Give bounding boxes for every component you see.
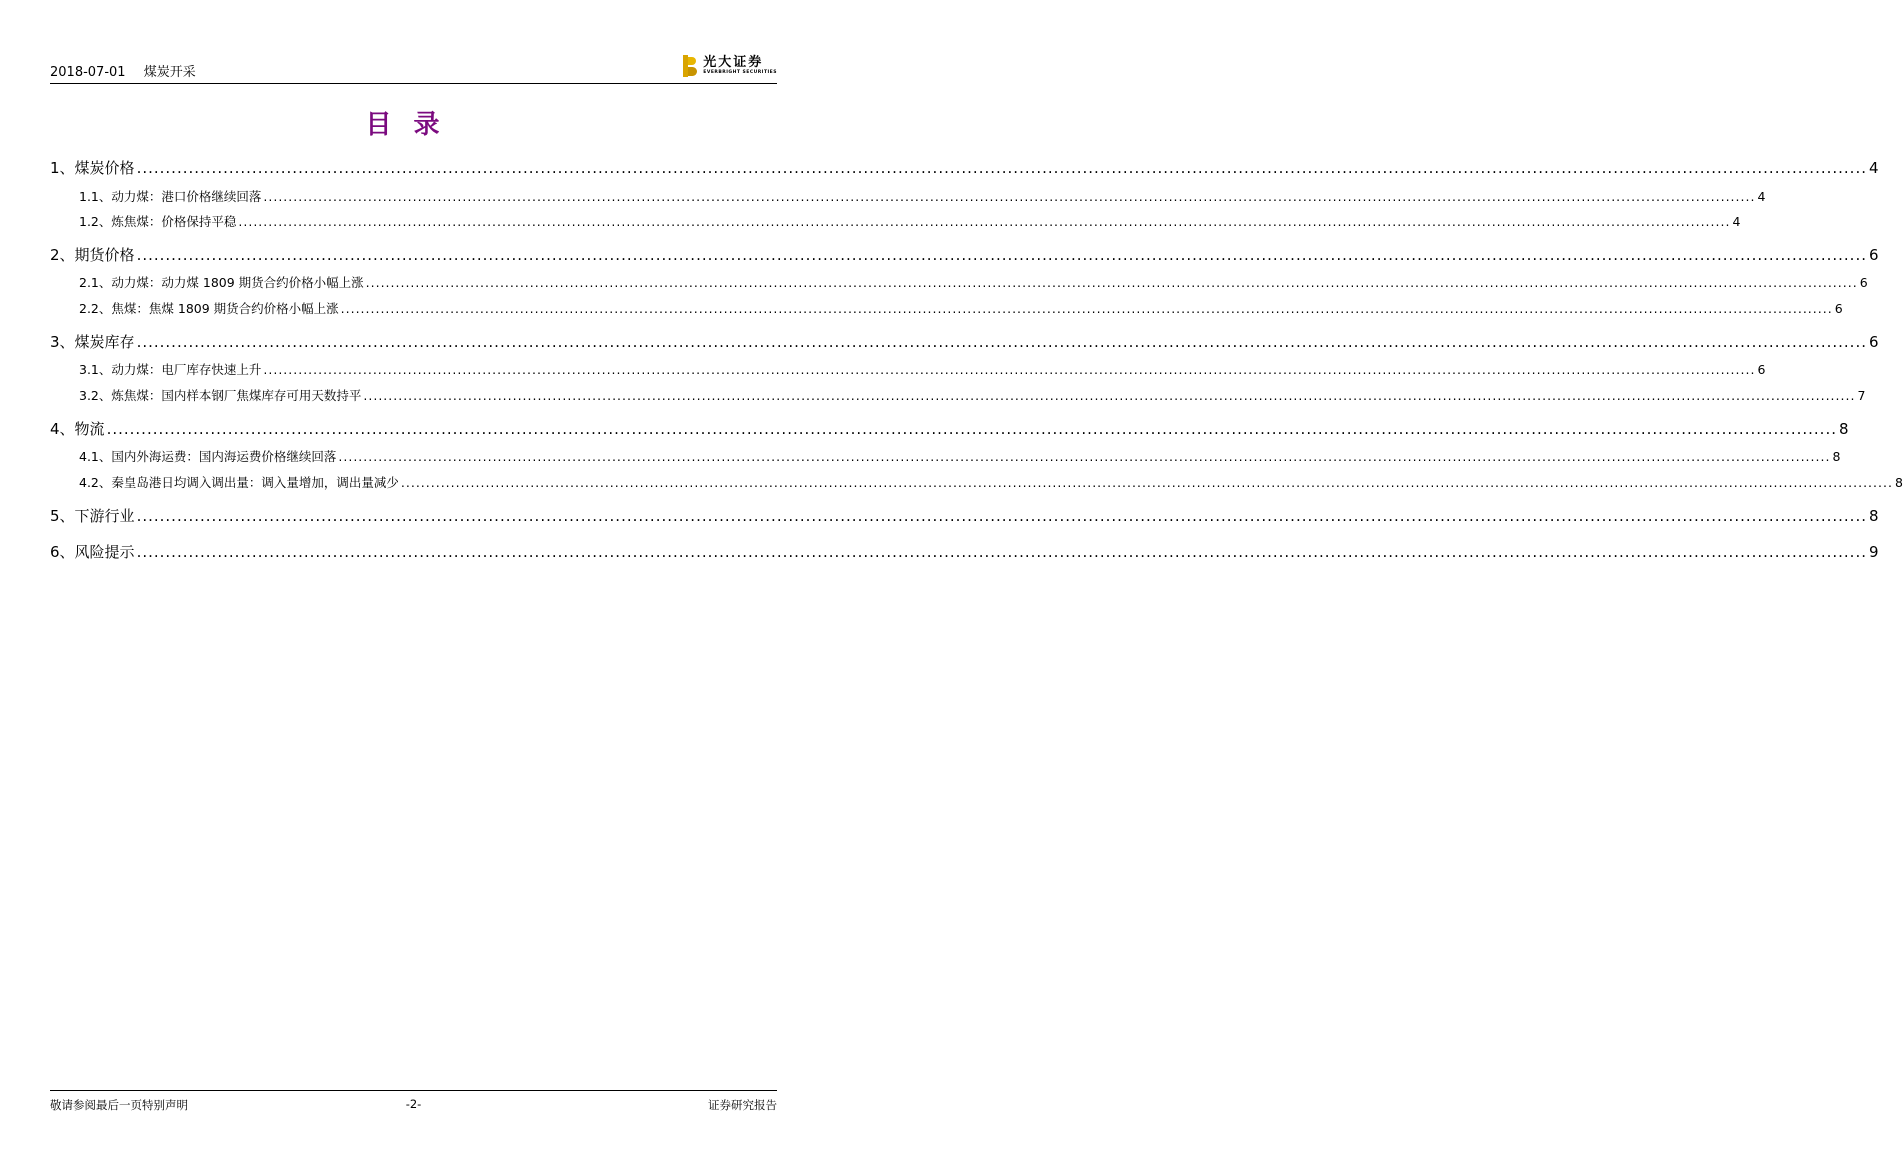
toc-entry[interactable]: [50, 505, 1879, 526]
toc-entry-page: 7: [1857, 388, 1866, 403]
toc-entry-page: 6: [1868, 333, 1879, 351]
toc-entry[interactable]: [50, 244, 1879, 265]
toc-entry-number: 1.2、: [79, 214, 112, 229]
toc-entry-page: 8: [1868, 507, 1879, 525]
toc-entry[interactable]: [50, 418, 1849, 439]
toc-leader-dots: ............................................................................................................................................................................................................................................................................................................: [136, 507, 1867, 525]
toc-entry[interactable]: [50, 386, 1866, 404]
toc-entry[interactable]: [50, 187, 1766, 205]
toc-entry[interactable]: [50, 157, 1879, 178]
toc-entry[interactable]: [50, 273, 1868, 291]
toc-leader-dots: ............................................................................................................................................................................................................................................................................................................: [106, 420, 1837, 438]
footer-divider: [50, 1090, 777, 1091]
toc-entry[interactable]: [50, 447, 1841, 465]
toc-title: 目录: [365, 110, 462, 140]
toc-entry-page: 9: [1868, 543, 1879, 561]
toc-leader-dots: ............................................................................................................................................................................................................................................................................................................: [136, 333, 1867, 351]
toc-leader-dots: ............................................................................................................................................................................................................................................................................................................: [365, 275, 1858, 290]
toc-entry-title: 物流: [74, 420, 105, 438]
logo-mark-icon: [683, 55, 697, 77]
toc-entry-page: 4: [1868, 159, 1879, 177]
report-type: 证券研究报告: [708, 1098, 777, 1112]
toc-entry-page: 6: [1757, 362, 1766, 377]
toc-entry[interactable]: [50, 331, 1879, 352]
toc-entry-title: 国内外海运费：国内海运费价格继续回落: [111, 449, 337, 464]
toc-leader-dots: ............................................................................................................................................................................................................................................................................................................: [263, 362, 1756, 377]
toc-entry-number: 2.2、: [79, 301, 112, 316]
toc-leader-dots: ............................................................................................................................................................................................................................................................................................................: [363, 388, 1856, 403]
toc-entry-number: 3、: [50, 333, 75, 351]
toc-entry-title: 炼焦煤：国内样本钢厂焦煤库存可用天数持平: [111, 388, 362, 403]
toc-entry-page: 6: [1859, 275, 1868, 290]
toc-entry-number: 6、: [50, 543, 75, 561]
toc-entry[interactable]: [50, 360, 1766, 378]
toc-entry-title: 动力煤：电厂库存快速上升: [111, 362, 262, 377]
toc-entry-number: 5、: [50, 507, 75, 525]
toc-entry-number: 4、: [50, 420, 75, 438]
toc-entry-title: 焦煤：焦煤 1809 期货合约价格小幅上涨: [111, 301, 339, 316]
toc-entry-page: 4: [1757, 189, 1766, 204]
toc-entry-page: 6: [1834, 301, 1843, 316]
toc-entry-number: 3.1、: [79, 362, 112, 377]
toc-leader-dots: ............................................................................................................................................................................................................................................................................................................: [238, 214, 1731, 229]
toc-leader-dots: ............................................................................................................................................................................................................................................................................................................: [263, 189, 1756, 204]
toc-entry-page: 8: [1832, 449, 1841, 464]
toc-entry-page: 4: [1732, 214, 1741, 229]
toc-leader-dots: ............................................................................................................................................................................................................................................................................................................: [338, 449, 1831, 464]
toc-entry-title: 期货价格: [74, 246, 135, 264]
logo-en-text: EVERBRIGHT SECURITIES: [703, 70, 777, 76]
toc-entry-number: 1、: [50, 159, 75, 177]
toc-entry-title: 风险提示: [74, 543, 135, 561]
toc-entry[interactable]: [50, 541, 1879, 562]
toc-leader-dots: ............................................................................................................................................................................................................................................................................................................: [340, 301, 1833, 316]
toc-entry-title: 动力煤：港口价格继续回落: [111, 189, 262, 204]
toc-leader-dots: ............................................................................................................................................................................................................................................................................................................: [136, 246, 1867, 264]
report-date: 2018-07-01: [50, 65, 126, 80]
toc-entry[interactable]: [50, 299, 1843, 317]
toc-entry-number: 1.1、: [79, 189, 112, 204]
toc-entry-title: 炼焦煤：价格保持平稳: [111, 214, 237, 229]
toc-entry-number: 4.1、: [79, 449, 112, 464]
toc-leader-dots: ............................................................................................................................................................................................................................................................................................................: [136, 543, 1867, 561]
toc-entry-number: 4.2、: [79, 475, 112, 490]
toc-entry-number: 2.1、: [79, 275, 112, 290]
toc-entry-number: 3.2、: [79, 388, 112, 403]
toc-entry-page: 8: [1894, 475, 1903, 490]
header-info: [50, 61, 210, 80]
toc-entry-title: 煤炭价格: [74, 159, 135, 177]
page-footer: [50, 1090, 777, 1113]
logo-cn-text: 光大证券: [703, 55, 764, 71]
toc-entry-title: 煤炭库存: [74, 333, 135, 351]
company-logo: [683, 52, 777, 80]
industry-name: 煤炭开采: [143, 65, 196, 80]
page-header: [50, 55, 777, 84]
toc-leader-dots: ............................................................................................................................................................................................................................................................................................................: [400, 475, 1893, 490]
toc-leader-dots: ............................................................................................................................................................................................................................................................................................................: [136, 159, 1867, 177]
disclaimer-note: 敬请参阅最后一页特别声明: [50, 1098, 188, 1112]
page-number: -2-: [405, 1097, 422, 1111]
toc-entry-title: 下游行业: [74, 507, 135, 525]
toc-entry[interactable]: [50, 212, 1741, 230]
toc-entry[interactable]: [50, 473, 1903, 491]
toc-entry-title: 动力煤：动力煤 1809 期货合约价格小幅上涨: [111, 275, 364, 290]
toc-entry-page: 6: [1868, 246, 1879, 264]
toc-entry-number: 2、: [50, 246, 75, 264]
header-divider: [50, 83, 777, 84]
toc-entry-page: 8: [1838, 420, 1849, 438]
toc-entry-title: 秦皇岛港日均调入调出量：调入量增加，调出量减少: [111, 475, 399, 490]
